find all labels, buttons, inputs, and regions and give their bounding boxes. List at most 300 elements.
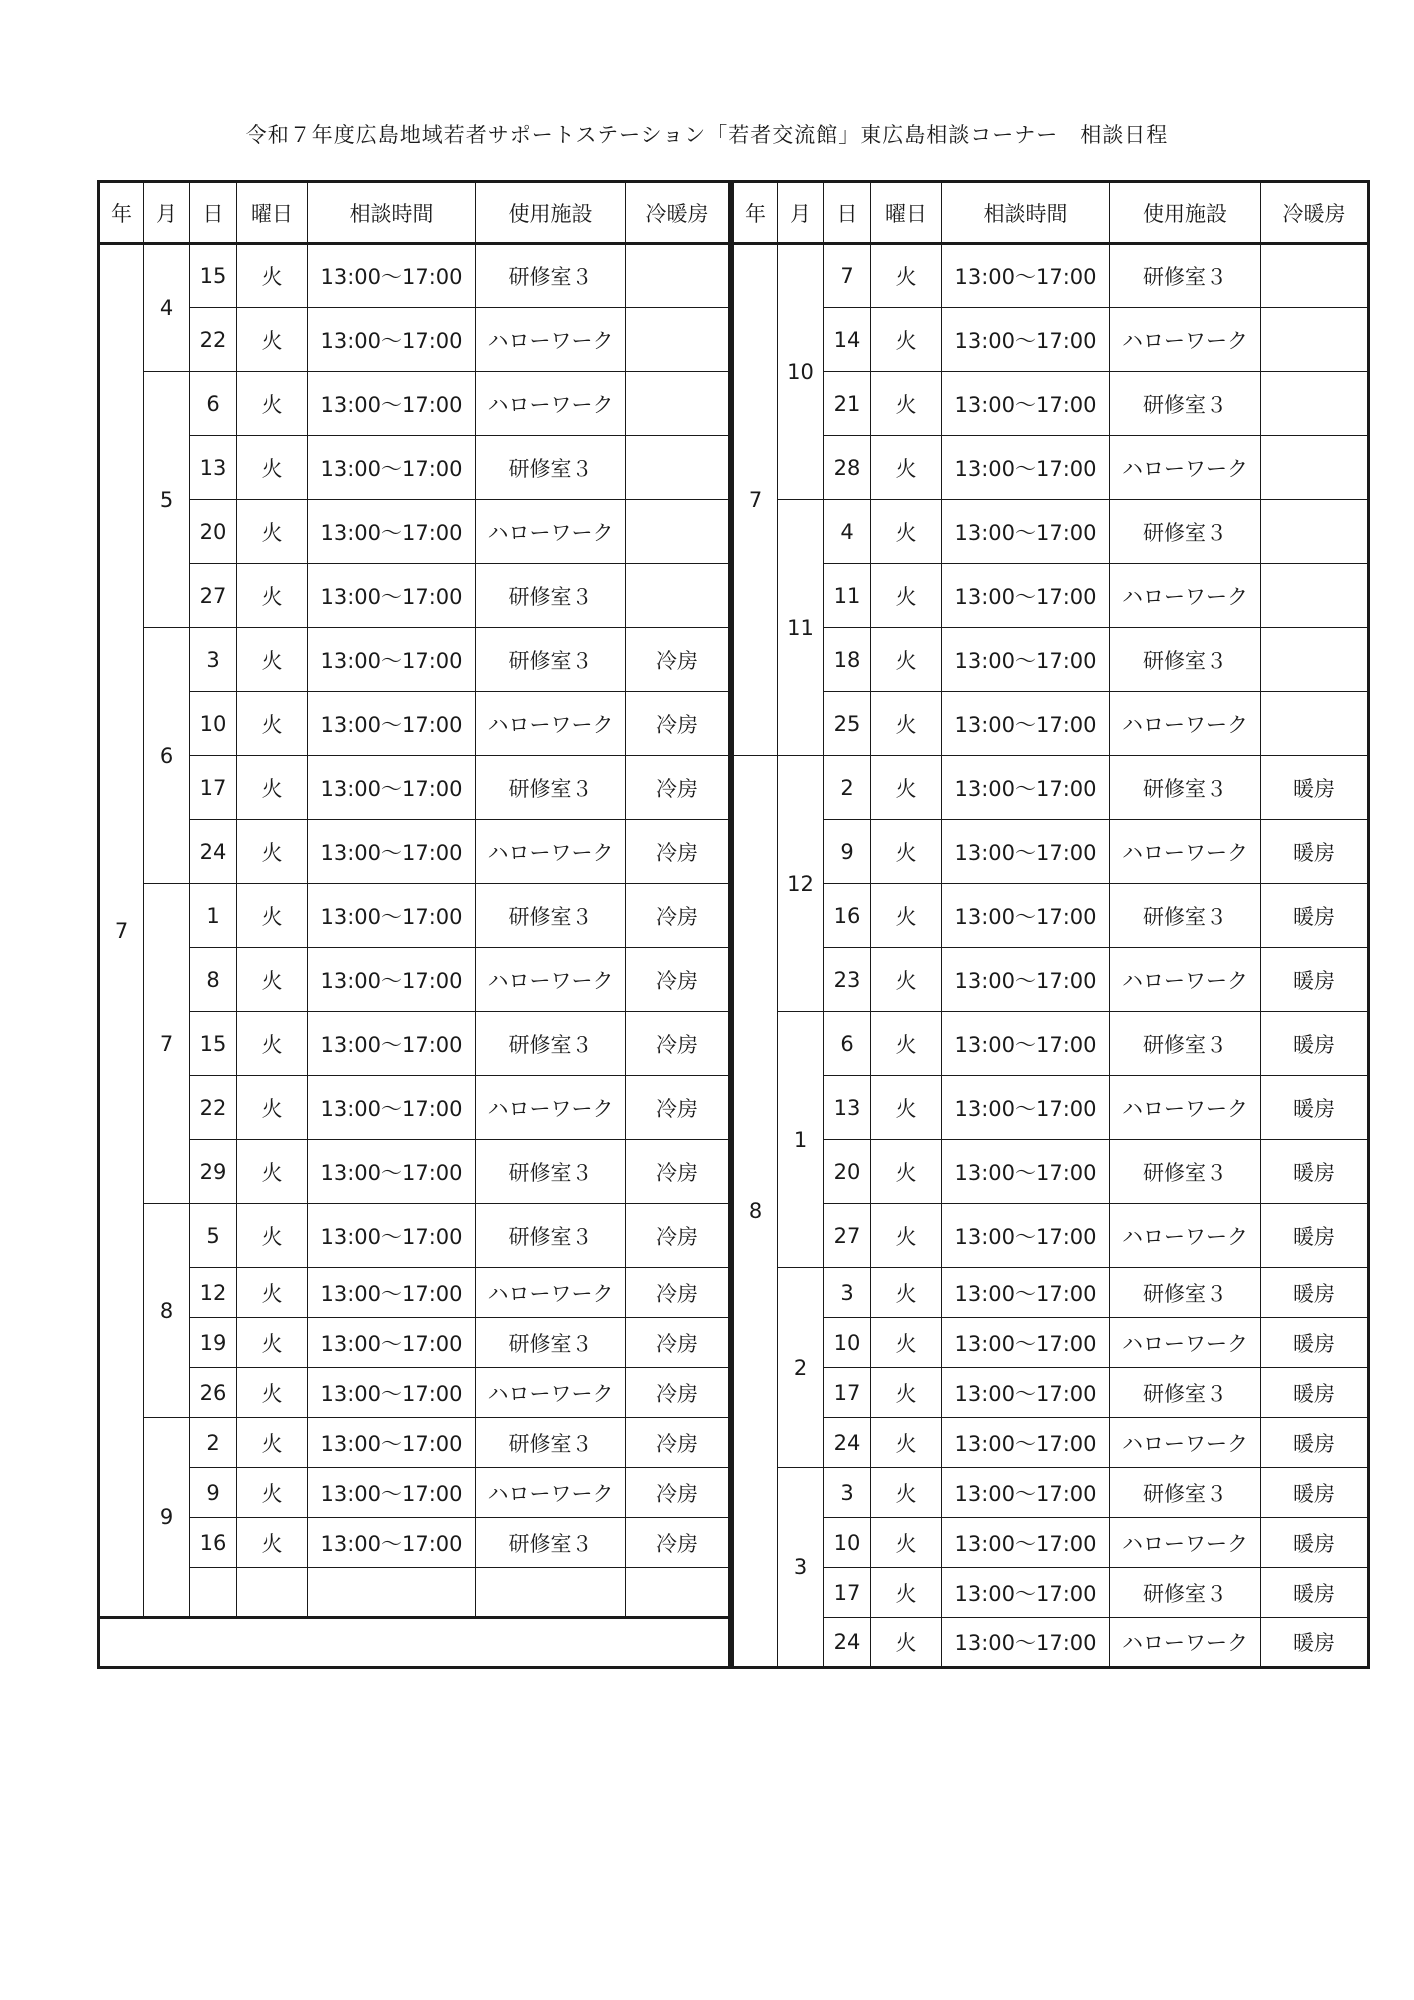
table-row xyxy=(99,564,730,628)
time-cell: 13:00～17:00 xyxy=(308,564,476,628)
day-cell: 29 xyxy=(190,1140,237,1204)
table-row xyxy=(99,244,730,308)
facility-cell: 研修室３ xyxy=(1110,1468,1261,1518)
aircon-cell xyxy=(1261,692,1369,756)
header-year: 年 xyxy=(733,182,778,244)
day-cell: 17 xyxy=(824,1568,871,1618)
table-row xyxy=(733,628,1369,692)
day-cell: 28 xyxy=(824,436,871,500)
table-row xyxy=(99,1368,730,1418)
aircon-cell: 暖房 xyxy=(1261,948,1369,1012)
time-cell xyxy=(308,1568,476,1618)
facility-cell: ハローワーク xyxy=(476,372,626,436)
facility-cell: 研修室３ xyxy=(1110,500,1261,564)
header-weekday: 曜日 xyxy=(237,182,308,244)
weekday-cell: 火 xyxy=(237,564,308,628)
time-cell: 13:00～17:00 xyxy=(942,244,1110,308)
weekday-cell: 火 xyxy=(237,1076,308,1140)
time-cell: 13:00～17:00 xyxy=(942,372,1110,436)
aircon-cell: 冷房 xyxy=(626,1140,730,1204)
aircon-cell xyxy=(626,308,730,372)
table-row xyxy=(99,948,730,1012)
aircon-cell: 暖房 xyxy=(1261,1618,1369,1668)
facility-cell: ハローワーク xyxy=(1110,820,1261,884)
facility-cell: ハローワーク xyxy=(476,948,626,1012)
facility-cell: ハローワーク xyxy=(1110,1518,1261,1568)
aircon-cell: 冷房 xyxy=(626,820,730,884)
footer-cell xyxy=(99,1618,730,1668)
time-cell: 13:00～17:00 xyxy=(308,1518,476,1568)
header-row xyxy=(733,182,1369,244)
weekday-cell: 火 xyxy=(237,372,308,436)
header-time: 相談時間 xyxy=(942,182,1110,244)
time-cell: 13:00～17:00 xyxy=(942,884,1110,948)
facility-cell: 研修室３ xyxy=(1110,1012,1261,1076)
day-cell: 1 xyxy=(190,884,237,948)
time-cell: 13:00～17:00 xyxy=(308,628,476,692)
facility-cell: ハローワーク xyxy=(476,1468,626,1518)
day-cell: 19 xyxy=(190,1318,237,1368)
day-cell: 2 xyxy=(190,1418,237,1468)
day-cell: 20 xyxy=(824,1140,871,1204)
day-cell: 24 xyxy=(824,1418,871,1468)
facility-cell: ハローワーク xyxy=(476,692,626,756)
day-cell: 4 xyxy=(824,500,871,564)
aircon-cell: 冷房 xyxy=(626,1318,730,1368)
year-cell: 7 xyxy=(733,244,778,756)
table-row xyxy=(99,1076,730,1140)
time-cell: 13:00～17:00 xyxy=(308,692,476,756)
weekday-cell: 火 xyxy=(237,308,308,372)
facility-cell: 研修室３ xyxy=(1110,628,1261,692)
weekday-cell: 火 xyxy=(237,948,308,1012)
facility-cell: 研修室３ xyxy=(476,628,626,692)
weekday-cell: 火 xyxy=(237,1204,308,1268)
header-aircon: 冷暖房 xyxy=(626,182,730,244)
month-cell: 12 xyxy=(778,756,824,1012)
month-cell: 10 xyxy=(778,244,824,500)
month-cell: 7 xyxy=(144,884,190,1204)
facility-cell: ハローワーク xyxy=(1110,692,1261,756)
weekday-cell: 火 xyxy=(871,244,942,308)
weekday-cell: 火 xyxy=(237,1468,308,1518)
aircon-cell: 暖房 xyxy=(1261,1012,1369,1076)
aircon-cell xyxy=(1261,628,1369,692)
aircon-cell: 冷房 xyxy=(626,948,730,1012)
time-cell: 13:00～17:00 xyxy=(942,692,1110,756)
facility-cell: 研修室３ xyxy=(476,1140,626,1204)
aircon-cell: 冷房 xyxy=(626,1518,730,1568)
day-cell: 10 xyxy=(824,1518,871,1568)
time-cell: 13:00～17:00 xyxy=(942,1204,1110,1268)
table-row xyxy=(733,1076,1369,1140)
day-cell: 14 xyxy=(824,308,871,372)
header-facility: 使用施設 xyxy=(476,182,626,244)
weekday-cell: 火 xyxy=(237,436,308,500)
table-row xyxy=(99,756,730,820)
day-cell: 2 xyxy=(824,756,871,820)
day-cell: 18 xyxy=(824,628,871,692)
weekday-cell: 火 xyxy=(871,372,942,436)
day-cell: 15 xyxy=(190,244,237,308)
weekday-cell: 火 xyxy=(237,1368,308,1418)
weekday-cell: 火 xyxy=(237,1318,308,1368)
day-cell: 27 xyxy=(190,564,237,628)
table-row xyxy=(733,436,1369,500)
month-cell: 11 xyxy=(778,500,824,756)
table-row xyxy=(733,820,1369,884)
day-cell: 21 xyxy=(824,372,871,436)
day-cell: 13 xyxy=(190,436,237,500)
year-cell: 7 xyxy=(99,244,144,1618)
day-cell: 3 xyxy=(190,628,237,692)
weekday-cell: 火 xyxy=(871,884,942,948)
facility-cell: ハローワーク xyxy=(476,500,626,564)
table-row xyxy=(733,244,1369,308)
weekday-cell: 火 xyxy=(871,308,942,372)
table-row xyxy=(99,1012,730,1076)
aircon-cell: 暖房 xyxy=(1261,756,1369,820)
table-row xyxy=(733,1318,1369,1368)
facility-cell: 研修室３ xyxy=(1110,1268,1261,1318)
time-cell: 13:00～17:00 xyxy=(942,820,1110,884)
day-cell: 22 xyxy=(190,308,237,372)
day-cell: 13 xyxy=(824,1076,871,1140)
day-cell: 27 xyxy=(824,1204,871,1268)
aircon-cell xyxy=(626,372,730,436)
time-cell: 13:00～17:00 xyxy=(308,1318,476,1368)
header-month: 月 xyxy=(144,182,190,244)
weekday-cell: 火 xyxy=(871,1368,942,1418)
weekday-cell: 火 xyxy=(871,948,942,1012)
table-row xyxy=(733,1012,1369,1076)
aircon-cell: 暖房 xyxy=(1261,1518,1369,1568)
aircon-cell xyxy=(626,564,730,628)
time-cell: 13:00～17:00 xyxy=(308,308,476,372)
day-cell: 10 xyxy=(824,1318,871,1368)
table-row xyxy=(733,756,1369,820)
time-cell: 13:00～17:00 xyxy=(308,1140,476,1204)
table-row xyxy=(733,1418,1369,1468)
aircon-cell: 冷房 xyxy=(626,1468,730,1518)
time-cell: 13:00～17:00 xyxy=(308,1012,476,1076)
facility-cell: 研修室３ xyxy=(476,436,626,500)
weekday-cell: 火 xyxy=(871,756,942,820)
table-row xyxy=(99,436,730,500)
time-cell: 13:00～17:00 xyxy=(308,820,476,884)
weekday-cell: 火 xyxy=(871,1468,942,1518)
weekday-cell: 火 xyxy=(871,1268,942,1318)
day-cell: 16 xyxy=(824,884,871,948)
aircon-cell: 冷房 xyxy=(626,628,730,692)
time-cell: 13:00～17:00 xyxy=(308,1468,476,1518)
page-title: 令和７年度広島地域若者サポートステーション「若者交流館」東広島相談コーナー 相談日程 xyxy=(245,123,1169,147)
weekday-cell: 火 xyxy=(871,1618,942,1668)
facility-cell: 研修室３ xyxy=(476,1418,626,1468)
day-cell: 6 xyxy=(190,372,237,436)
table-row xyxy=(733,564,1369,628)
time-cell: 13:00～17:00 xyxy=(942,436,1110,500)
aircon-cell xyxy=(1261,308,1369,372)
time-cell: 13:00～17:00 xyxy=(942,1418,1110,1468)
weekday-cell xyxy=(237,1568,308,1618)
facility-cell: ハローワーク xyxy=(476,308,626,372)
month-cell: 4 xyxy=(144,244,190,372)
weekday-cell: 火 xyxy=(237,884,308,948)
header-month: 月 xyxy=(778,182,824,244)
day-cell: 6 xyxy=(824,1012,871,1076)
time-cell: 13:00～17:00 xyxy=(308,756,476,820)
time-cell: 13:00～17:00 xyxy=(308,1076,476,1140)
day-cell: 10 xyxy=(190,692,237,756)
facility-cell: ハローワーク xyxy=(476,1368,626,1418)
table-row xyxy=(99,1268,730,1318)
time-cell: 13:00～17:00 xyxy=(942,308,1110,372)
table-row xyxy=(733,372,1369,436)
facility-cell: ハローワーク xyxy=(1110,1418,1261,1468)
day-cell: 17 xyxy=(190,756,237,820)
weekday-cell: 火 xyxy=(871,500,942,564)
table-row xyxy=(99,308,730,372)
month-cell: 1 xyxy=(778,1012,824,1268)
table-row xyxy=(99,1568,730,1618)
aircon-cell: 冷房 xyxy=(626,1418,730,1468)
day-cell: 24 xyxy=(824,1618,871,1668)
month-cell: 3 xyxy=(778,1468,824,1668)
facility-cell: 研修室３ xyxy=(476,1318,626,1368)
day-cell: 11 xyxy=(824,564,871,628)
table-row xyxy=(733,1618,1369,1668)
aircon-cell: 暖房 xyxy=(1261,1140,1369,1204)
time-cell: 13:00～17:00 xyxy=(942,564,1110,628)
year-cell: 8 xyxy=(733,756,778,1668)
aircon-cell xyxy=(1261,436,1369,500)
weekday-cell: 火 xyxy=(237,244,308,308)
facility-cell: ハローワーク xyxy=(1110,1076,1261,1140)
day-cell: 26 xyxy=(190,1368,237,1418)
weekday-cell: 火 xyxy=(871,1012,942,1076)
table-row xyxy=(99,884,730,948)
weekday-cell: 火 xyxy=(237,756,308,820)
table-row xyxy=(99,628,730,692)
schedule-table-left xyxy=(97,180,731,1669)
table-row xyxy=(733,1368,1369,1418)
weekday-cell: 火 xyxy=(237,1012,308,1076)
time-cell: 13:00～17:00 xyxy=(308,1418,476,1468)
time-cell: 13:00～17:00 xyxy=(942,1140,1110,1204)
time-cell: 13:00～17:00 xyxy=(308,1268,476,1318)
table-row xyxy=(99,500,730,564)
aircon-cell: 冷房 xyxy=(626,884,730,948)
table-row xyxy=(99,820,730,884)
schedule-table-right xyxy=(731,180,1370,1669)
weekday-cell: 火 xyxy=(237,1518,308,1568)
weekday-cell: 火 xyxy=(871,436,942,500)
time-cell: 13:00～17:00 xyxy=(308,884,476,948)
weekday-cell: 火 xyxy=(871,628,942,692)
weekday-cell: 火 xyxy=(871,1204,942,1268)
day-cell: 3 xyxy=(824,1468,871,1518)
weekday-cell: 火 xyxy=(871,1076,942,1140)
day-cell: 23 xyxy=(824,948,871,1012)
aircon-cell: 暖房 xyxy=(1261,1368,1369,1418)
facility-cell: 研修室３ xyxy=(476,1518,626,1568)
day-cell xyxy=(190,1568,237,1618)
table-row xyxy=(733,1518,1369,1568)
facility-cell: ハローワーク xyxy=(1110,1318,1261,1368)
time-cell: 13:00～17:00 xyxy=(942,1568,1110,1618)
weekday-cell: 火 xyxy=(871,1140,942,1204)
weekday-cell: 火 xyxy=(871,1568,942,1618)
weekday-cell: 火 xyxy=(871,692,942,756)
facility-cell: 研修室３ xyxy=(1110,756,1261,820)
day-cell: 12 xyxy=(190,1268,237,1318)
aircon-cell: 暖房 xyxy=(1261,1568,1369,1618)
month-cell: 9 xyxy=(144,1418,190,1618)
aircon-cell: 冷房 xyxy=(626,1076,730,1140)
aircon-cell xyxy=(626,436,730,500)
time-cell: 13:00～17:00 xyxy=(308,436,476,500)
day-cell: 9 xyxy=(190,1468,237,1518)
facility-cell: 研修室３ xyxy=(1110,372,1261,436)
facility-cell: ハローワーク xyxy=(1110,436,1261,500)
aircon-cell: 冷房 xyxy=(626,1012,730,1076)
weekday-cell: 火 xyxy=(237,692,308,756)
month-cell: 8 xyxy=(144,1204,190,1418)
day-cell: 15 xyxy=(190,1012,237,1076)
header-time: 相談時間 xyxy=(308,182,476,244)
table-row xyxy=(99,1518,730,1568)
weekday-cell: 火 xyxy=(871,820,942,884)
month-cell: 2 xyxy=(778,1268,824,1468)
facility-cell: ハローワーク xyxy=(476,820,626,884)
aircon-cell: 暖房 xyxy=(1261,1418,1369,1468)
facility-cell: 研修室３ xyxy=(476,564,626,628)
facility-cell: 研修室３ xyxy=(476,756,626,820)
aircon-cell xyxy=(1261,564,1369,628)
aircon-cell xyxy=(626,1568,730,1618)
facility-cell: ハローワーク xyxy=(476,1076,626,1140)
aircon-cell xyxy=(1261,372,1369,436)
weekday-cell: 火 xyxy=(237,500,308,564)
facility-cell: 研修室３ xyxy=(476,884,626,948)
table-row xyxy=(733,692,1369,756)
weekday-cell: 火 xyxy=(871,1518,942,1568)
day-cell: 25 xyxy=(824,692,871,756)
aircon-cell: 暖房 xyxy=(1261,1468,1369,1518)
table-row xyxy=(733,884,1369,948)
day-cell: 9 xyxy=(824,820,871,884)
time-cell: 13:00～17:00 xyxy=(942,1518,1110,1568)
table-row xyxy=(99,372,730,436)
weekday-cell: 火 xyxy=(237,1418,308,1468)
time-cell: 13:00～17:00 xyxy=(942,756,1110,820)
time-cell: 13:00～17:00 xyxy=(942,500,1110,564)
time-cell: 13:00～17:00 xyxy=(942,1368,1110,1418)
header-row xyxy=(99,182,730,244)
table-row xyxy=(99,1140,730,1204)
aircon-cell xyxy=(1261,244,1369,308)
table-row xyxy=(733,500,1369,564)
aircon-cell xyxy=(1261,500,1369,564)
time-cell: 13:00～17:00 xyxy=(942,948,1110,1012)
day-cell: 3 xyxy=(824,1268,871,1318)
aircon-cell xyxy=(626,500,730,564)
aircon-cell: 暖房 xyxy=(1261,1204,1369,1268)
time-cell: 13:00～17:00 xyxy=(308,1368,476,1418)
day-cell: 7 xyxy=(824,244,871,308)
facility-cell: 研修室３ xyxy=(1110,244,1261,308)
weekday-cell: 火 xyxy=(871,1318,942,1368)
time-cell: 13:00～17:00 xyxy=(308,1204,476,1268)
aircon-cell: 冷房 xyxy=(626,756,730,820)
time-cell: 13:00～17:00 xyxy=(308,500,476,564)
time-cell: 13:00～17:00 xyxy=(942,1012,1110,1076)
aircon-cell: 暖房 xyxy=(1261,1318,1369,1368)
table-row xyxy=(99,1468,730,1518)
table-row xyxy=(733,1268,1369,1318)
day-cell: 20 xyxy=(190,500,237,564)
month-cell: 5 xyxy=(144,372,190,628)
header-aircon: 冷暖房 xyxy=(1261,182,1369,244)
header-facility: 使用施設 xyxy=(1110,182,1261,244)
header-day: 日 xyxy=(190,182,237,244)
header-weekday: 曜日 xyxy=(871,182,942,244)
weekday-cell: 火 xyxy=(237,1140,308,1204)
header-year: 年 xyxy=(99,182,144,244)
facility-cell: 研修室３ xyxy=(1110,1140,1261,1204)
table-row xyxy=(99,1418,730,1468)
facility-cell: ハローワーク xyxy=(1110,1204,1261,1268)
table-row xyxy=(99,692,730,756)
weekday-cell: 火 xyxy=(871,1418,942,1468)
time-cell: 13:00～17:00 xyxy=(942,1076,1110,1140)
facility-cell: 研修室３ xyxy=(1110,1368,1261,1418)
aircon-cell: 冷房 xyxy=(626,1204,730,1268)
aircon-cell: 冷房 xyxy=(626,1368,730,1418)
facility-cell: ハローワーク xyxy=(1110,948,1261,1012)
facility-cell: ハローワーク xyxy=(1110,1618,1261,1668)
day-cell: 24 xyxy=(190,820,237,884)
aircon-cell: 暖房 xyxy=(1261,820,1369,884)
facility-cell: 研修室３ xyxy=(1110,1568,1261,1618)
facility-cell: 研修室３ xyxy=(476,244,626,308)
time-cell: 13:00～17:00 xyxy=(942,1268,1110,1318)
time-cell: 13:00～17:00 xyxy=(308,948,476,1012)
table-row xyxy=(733,948,1369,1012)
weekday-cell: 火 xyxy=(237,820,308,884)
facility-cell: ハローワーク xyxy=(1110,564,1261,628)
day-cell: 8 xyxy=(190,948,237,1012)
time-cell: 13:00～17:00 xyxy=(942,628,1110,692)
day-cell: 22 xyxy=(190,1076,237,1140)
month-cell: 6 xyxy=(144,628,190,884)
weekday-cell: 火 xyxy=(871,564,942,628)
day-cell: 17 xyxy=(824,1368,871,1418)
table-row xyxy=(733,1204,1369,1268)
facility-cell: ハローワーク xyxy=(476,1268,626,1318)
facility-cell: 研修室３ xyxy=(476,1012,626,1076)
time-cell: 13:00～17:00 xyxy=(308,244,476,308)
time-cell: 13:00～17:00 xyxy=(942,1468,1110,1518)
aircon-cell: 暖房 xyxy=(1261,884,1369,948)
aircon-cell xyxy=(626,244,730,308)
time-cell: 13:00～17:00 xyxy=(308,372,476,436)
facility-cell: 研修室３ xyxy=(1110,884,1261,948)
day-cell: 16 xyxy=(190,1518,237,1568)
facility-cell: 研修室３ xyxy=(476,1204,626,1268)
footer-row xyxy=(99,1618,730,1668)
